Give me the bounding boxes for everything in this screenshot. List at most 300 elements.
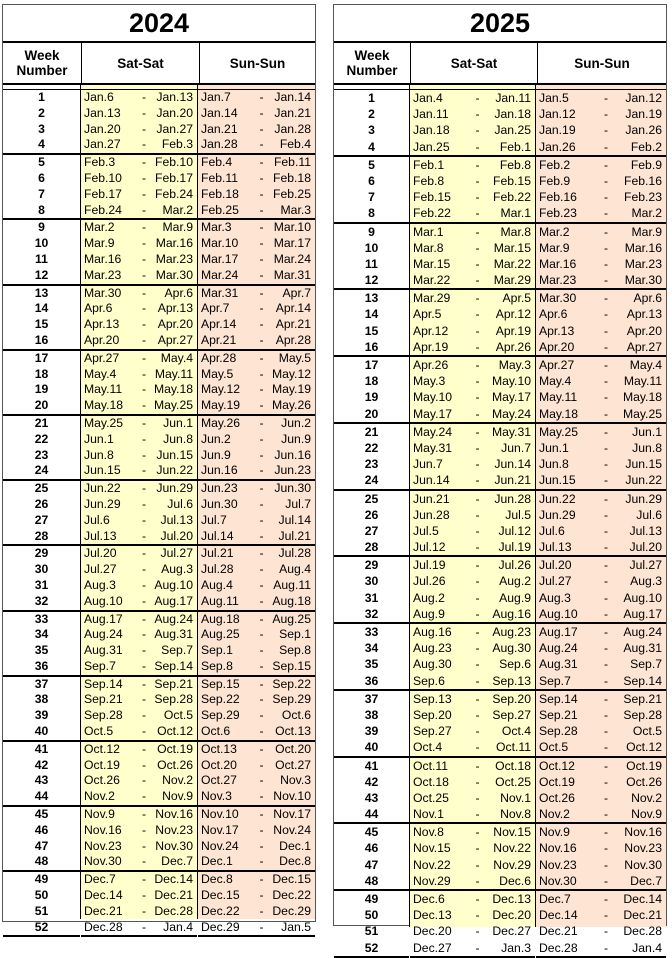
end-date: May.26: [271, 398, 311, 413]
dash-separator: -: [475, 807, 480, 822]
end-date: Dec.7: [161, 854, 193, 869]
dash-separator: -: [603, 574, 609, 589]
dash-separator: -: [475, 358, 480, 372]
sun-range: [198, 692, 315, 708]
sat-range: [410, 224, 535, 240]
end-date: Jul.26: [498, 558, 531, 573]
start-date: Feb.11: [201, 170, 239, 185]
dash-separator: -: [603, 523, 609, 538]
start-date: Mar.2: [84, 220, 115, 235]
end-date: Aug.24: [623, 625, 662, 639]
start-date: Mar.23: [539, 273, 577, 288]
end-date: Jun.14: [494, 457, 531, 472]
end-date: Mar.10: [273, 220, 311, 235]
week-number: 33: [34, 611, 49, 626]
sat-range: [410, 824, 535, 840]
start-date: Aug.4: [201, 577, 233, 592]
sat-range: [81, 448, 197, 464]
start-date: Feb.18: [201, 186, 239, 201]
end-date: Oct.19: [626, 758, 662, 773]
week-number: 52: [364, 940, 379, 955]
end-date: Sep.21: [154, 676, 193, 691]
start-date: Feb.16: [539, 190, 577, 205]
dash-separator: -: [141, 562, 147, 577]
week-number: 6: [38, 170, 45, 185]
start-date: Jul.7: [201, 512, 227, 527]
sun-range: [536, 840, 666, 856]
month-group: [536, 557, 666, 624]
sun-range: [198, 481, 315, 497]
sun-range: [536, 873, 666, 889]
start-date: Oct.26: [84, 773, 120, 788]
start-date: Feb.24: [84, 202, 122, 217]
start-date: Mar.23: [84, 267, 122, 282]
dash-separator: -: [603, 691, 609, 706]
end-date: Oct.5: [163, 708, 193, 723]
start-date: Sep.14: [84, 676, 123, 691]
end-date: Jul.5: [505, 507, 531, 522]
sat-range: [410, 205, 535, 221]
start-date: May.24: [413, 424, 453, 439]
dash-separator: -: [259, 317, 264, 332]
end-date: Jan.4: [632, 940, 662, 955]
week-number: 21: [34, 415, 49, 430]
dash-separator: -: [141, 708, 147, 723]
sun-range: [536, 139, 666, 155]
sat-range: [410, 440, 535, 456]
sat-range: [81, 432, 197, 448]
start-date: Sep.28: [539, 724, 578, 739]
end-date: Mar.2: [162, 202, 193, 217]
week-number: 3: [368, 123, 375, 138]
sun-range: [536, 357, 666, 373]
start-date: Dec.14: [539, 908, 578, 923]
start-date: Jun.21: [413, 491, 450, 506]
start-date: Jun.16: [201, 463, 238, 478]
sun-range: [198, 252, 315, 268]
sat-range: [81, 382, 197, 398]
end-date: Aug.17: [154, 593, 193, 608]
sat-range: [81, 106, 197, 122]
start-date: Jan.18: [413, 123, 450, 138]
end-date: Jul.6: [636, 507, 662, 522]
start-date: Jan.11: [413, 107, 449, 122]
end-date: Dec.28: [154, 903, 193, 918]
end-date: Sep.28: [623, 707, 662, 722]
month-group: [536, 691, 666, 758]
sun-range: [536, 691, 666, 707]
end-date: Apr.20: [626, 323, 662, 338]
month-group: [410, 424, 535, 491]
end-date: Nov.30: [155, 838, 193, 853]
end-date: Oct.26: [157, 757, 193, 772]
start-date: Oct.18: [413, 774, 449, 789]
week-number: 15: [34, 317, 49, 332]
end-date: Oct.18: [495, 758, 531, 773]
dash-separator: -: [259, 854, 264, 869]
month-group: [198, 612, 315, 677]
start-date: Jul.19: [413, 558, 446, 573]
sat-range: [81, 268, 197, 284]
start-date: Nov.22: [413, 857, 451, 872]
dash-separator: -: [603, 139, 609, 154]
start-date: Mar.3: [201, 220, 232, 235]
dash-separator: -: [603, 641, 609, 656]
sun-range: [536, 157, 666, 173]
start-date: Oct.12: [84, 741, 120, 756]
sat-range: [81, 252, 197, 268]
sun-range: [198, 351, 315, 367]
end-date: Jan.18: [494, 107, 531, 122]
sat-range: [81, 708, 197, 724]
dash-separator: -: [141, 415, 147, 430]
end-date: Jul.27: [629, 558, 662, 573]
dash-separator: -: [603, 758, 609, 773]
dash-separator: -: [603, 273, 609, 288]
dash-separator: -: [141, 692, 147, 707]
month-group: [334, 691, 409, 758]
week-number: 20: [364, 406, 379, 421]
end-date: Jun.15: [156, 447, 193, 462]
sat-range: [410, 122, 535, 138]
dash-separator: -: [603, 908, 609, 923]
dash-separator: -: [603, 807, 609, 822]
sat-range: [81, 659, 197, 675]
sat-sat-header: Sat-Sat: [411, 43, 538, 83]
start-date: Oct.20: [201, 757, 237, 772]
dash-separator: -: [475, 940, 480, 955]
end-date: Feb.4: [279, 137, 311, 152]
start-date: Jun.7: [413, 457, 443, 472]
start-date: Dec.13: [413, 908, 452, 923]
sun-range: [198, 643, 315, 659]
dash-separator: -: [259, 708, 264, 723]
end-date: Apr.27: [157, 332, 193, 347]
end-date: Jan.25: [494, 123, 531, 138]
week-number: 43: [34, 773, 49, 788]
week-number: 39: [364, 724, 379, 739]
start-date: Dec.15: [201, 888, 240, 903]
month-group: [536, 424, 666, 491]
dash-separator: -: [141, 627, 147, 642]
sun-range: [536, 758, 666, 774]
start-date: Jun.9: [201, 447, 231, 462]
end-date: Dec.27: [492, 924, 531, 939]
end-date: Nov.2: [631, 790, 662, 805]
start-date: Sep.20: [413, 707, 452, 722]
week-number: 14: [34, 301, 49, 316]
dash-separator: -: [475, 123, 480, 138]
sat-range: [410, 139, 535, 155]
start-date: Jun.8: [539, 457, 569, 472]
dash-separator: -: [475, 173, 480, 188]
sun-range: [536, 790, 666, 806]
start-date: Aug.10: [539, 606, 578, 621]
sun-sun-header: Sun-Sun: [574, 55, 630, 71]
sun-range: [198, 612, 315, 628]
end-date: Dec.20: [492, 908, 531, 923]
end-date: Nov.3: [280, 773, 311, 788]
sat-range: [410, 557, 535, 573]
end-date: Jul.20: [629, 540, 662, 555]
end-date: Jun.29: [156, 481, 193, 496]
dash-separator: -: [475, 558, 480, 573]
sun-range: [198, 317, 315, 333]
start-date: May.25: [84, 415, 124, 430]
sat-range: [410, 424, 535, 440]
end-date: Oct.6: [281, 708, 311, 723]
end-date: Dec.13: [492, 892, 531, 906]
dash-separator: -: [141, 577, 147, 592]
week-number: 24: [34, 463, 49, 478]
start-date: Oct.11: [413, 758, 448, 773]
start-date: Jul.21: [201, 546, 234, 561]
dash-separator: -: [259, 251, 264, 266]
start-date: Feb.3: [84, 155, 116, 170]
end-date: Jan.14: [274, 90, 311, 104]
dash-separator: -: [141, 838, 147, 853]
end-date: Jun.8: [632, 440, 662, 455]
sat-range: [81, 481, 197, 497]
start-date: Feb.2: [539, 157, 571, 172]
dash-separator: -: [141, 789, 147, 804]
end-date: Oct.4: [501, 724, 531, 739]
sat-range: [410, 256, 535, 272]
start-date: Jul.14: [201, 528, 234, 543]
sat-range: [410, 891, 535, 907]
start-date: Oct.5: [539, 740, 569, 755]
start-date: Mar.29: [413, 291, 451, 306]
month-group: [536, 491, 666, 558]
end-date: Aug.31: [154, 627, 193, 642]
sat-range: [410, 290, 535, 306]
sat-range: [81, 546, 197, 562]
week-number: 22: [34, 431, 49, 446]
start-date: Nov.3: [201, 789, 232, 804]
sun-range: [198, 286, 315, 302]
sun-sun-column: [536, 85, 666, 955]
month-group: [3, 90, 80, 155]
dash-separator: -: [603, 157, 609, 172]
end-date: Apr.6: [164, 285, 193, 300]
start-date: Oct.13: [201, 741, 237, 756]
sun-range: [536, 507, 666, 523]
end-date: Nov.29: [493, 857, 531, 872]
start-date: Dec.28: [539, 940, 578, 955]
end-date: Sep.14: [623, 673, 662, 688]
start-date: Jul.5: [413, 523, 439, 538]
sat-range: [81, 724, 197, 740]
start-date: Sep.29: [201, 708, 240, 723]
end-date: Feb.2: [630, 139, 662, 154]
sun-range: [536, 707, 666, 723]
dash-separator: -: [475, 825, 480, 840]
week-number: 20: [34, 398, 49, 413]
sun-range: [536, 891, 666, 907]
dash-separator: -: [141, 872, 147, 887]
sat-range: [81, 497, 197, 513]
dash-separator: -: [259, 919, 264, 934]
end-date: Feb.10: [155, 155, 193, 170]
dash-separator: -: [603, 256, 609, 271]
dash-separator: -: [141, 643, 147, 658]
end-date: Jun.29: [625, 491, 662, 506]
start-date: Apr.27: [84, 350, 120, 365]
start-date: Dec.8: [201, 872, 233, 887]
sat-range: [81, 90, 197, 106]
start-date: May.25: [539, 424, 579, 439]
week-column: [3, 85, 81, 934]
end-date: Aug.24: [154, 611, 193, 626]
dash-separator: -: [475, 507, 480, 522]
start-date: Aug.31: [539, 657, 578, 672]
start-date: Nov.8: [413, 825, 444, 840]
start-date: Jan.14: [201, 105, 238, 120]
month-group: [3, 546, 80, 611]
dash-separator: -: [259, 431, 264, 446]
end-date: Apr.13: [157, 301, 193, 316]
start-date: Mar.30: [539, 291, 577, 306]
dash-separator: -: [141, 546, 147, 561]
start-date: Nov.29: [413, 873, 451, 888]
end-date: Oct.12: [157, 724, 193, 739]
sat-range: [410, 240, 535, 256]
start-date: May.4: [539, 374, 572, 389]
month-group: [410, 891, 535, 958]
dash-separator: -: [475, 707, 480, 722]
end-date: May.19: [271, 382, 311, 397]
week-number: 19: [34, 382, 49, 397]
start-date: May.18: [84, 398, 124, 413]
start-date: May.4: [84, 366, 117, 381]
week-number: 30: [364, 574, 379, 589]
sun-range: [198, 268, 315, 284]
sun-range: [198, 203, 315, 219]
sun-sun-column: [198, 85, 315, 934]
sun-range: [198, 854, 315, 870]
start-date: Feb.15: [413, 190, 451, 205]
dash-separator: -: [259, 692, 264, 707]
dash-separator: -: [141, 301, 147, 316]
sat-sat-header: Sat-Sat: [82, 43, 200, 83]
week-number: 12: [34, 267, 49, 282]
sat-range: [410, 373, 535, 389]
dash-separator: -: [141, 121, 147, 136]
start-date: Jun.1: [84, 431, 114, 446]
start-date: Sep.1: [201, 643, 233, 658]
end-date: Mar.3: [280, 202, 311, 217]
sat-range: [410, 189, 535, 205]
dash-separator: -: [259, 285, 264, 300]
sat-range: [81, 807, 197, 823]
dash-separator: -: [259, 903, 264, 918]
end-date: Dec.15: [272, 872, 311, 887]
dash-separator: -: [603, 774, 609, 789]
end-date: Jun.8: [163, 431, 193, 446]
dash-separator: -: [259, 415, 264, 430]
sun-range: [198, 839, 315, 855]
start-date: Sep.15: [201, 676, 240, 691]
month-group: [81, 416, 197, 481]
end-date: Apr.12: [495, 307, 531, 322]
start-date: Apr.20: [84, 332, 120, 347]
end-date: May.4: [160, 350, 193, 365]
week-number: 23: [364, 457, 379, 472]
dash-separator: -: [141, 903, 147, 918]
week-number: 18: [364, 374, 379, 389]
month-group: [81, 677, 197, 742]
week-number: 25: [364, 491, 379, 506]
dash-separator: -: [259, 332, 264, 347]
end-date: May.12: [271, 366, 311, 381]
week-number: 41: [364, 758, 379, 773]
year-title: 2024: [3, 5, 315, 43]
end-date: Aug.31: [623, 641, 662, 656]
dash-separator: -: [603, 406, 609, 421]
start-date: Feb.17: [84, 186, 122, 201]
sun-range: [198, 562, 315, 578]
week-number: 1: [368, 91, 375, 105]
end-date: Feb.8: [499, 157, 531, 172]
dash-separator: -: [475, 740, 480, 755]
dash-separator: -: [259, 350, 264, 365]
dash-separator: -: [603, 625, 609, 639]
dash-separator: -: [141, 919, 147, 934]
dash-separator: -: [475, 307, 480, 322]
sun-range: [198, 904, 315, 920]
end-date: Apr.19: [495, 323, 531, 338]
sat-range: [410, 173, 535, 189]
start-date: Apr.28: [201, 350, 237, 365]
week-number: 45: [34, 807, 49, 822]
end-date: May.11: [154, 366, 193, 381]
sat-range: [81, 773, 197, 789]
month-group: [3, 286, 80, 351]
week-number: 51: [364, 924, 379, 939]
dash-separator: -: [475, 157, 480, 172]
start-date: Mar.10: [201, 236, 239, 251]
sat-range: [81, 463, 197, 479]
dash-separator: -: [259, 872, 264, 887]
end-date: Aug.17: [623, 606, 662, 621]
dash-separator: -: [603, 707, 609, 722]
end-date: Nov.10: [273, 789, 311, 804]
month-group: [410, 224, 535, 291]
dash-separator: -: [259, 658, 264, 673]
start-date: Jun.2: [201, 431, 231, 446]
month-group: [334, 90, 409, 157]
month-group: [410, 357, 535, 424]
start-date: Sep.27: [413, 724, 452, 739]
sat-range: [410, 590, 535, 606]
end-date: Sep.27: [492, 707, 531, 722]
dash-separator: -: [475, 606, 480, 621]
sat-range: [81, 643, 197, 659]
start-date: May.11: [84, 382, 123, 397]
sat-range: [81, 122, 197, 138]
week-number: 52: [34, 919, 49, 934]
dash-separator: -: [141, 658, 147, 673]
week-number: 13: [364, 291, 379, 306]
sun-range: [198, 724, 315, 740]
sun-range: [536, 656, 666, 672]
sat-range: [410, 539, 535, 555]
end-date: Jun.7: [501, 440, 531, 455]
dash-separator: -: [141, 90, 147, 104]
week-number: 47: [34, 838, 49, 853]
dash-separator: -: [141, 822, 147, 837]
dash-separator: -: [603, 224, 609, 239]
